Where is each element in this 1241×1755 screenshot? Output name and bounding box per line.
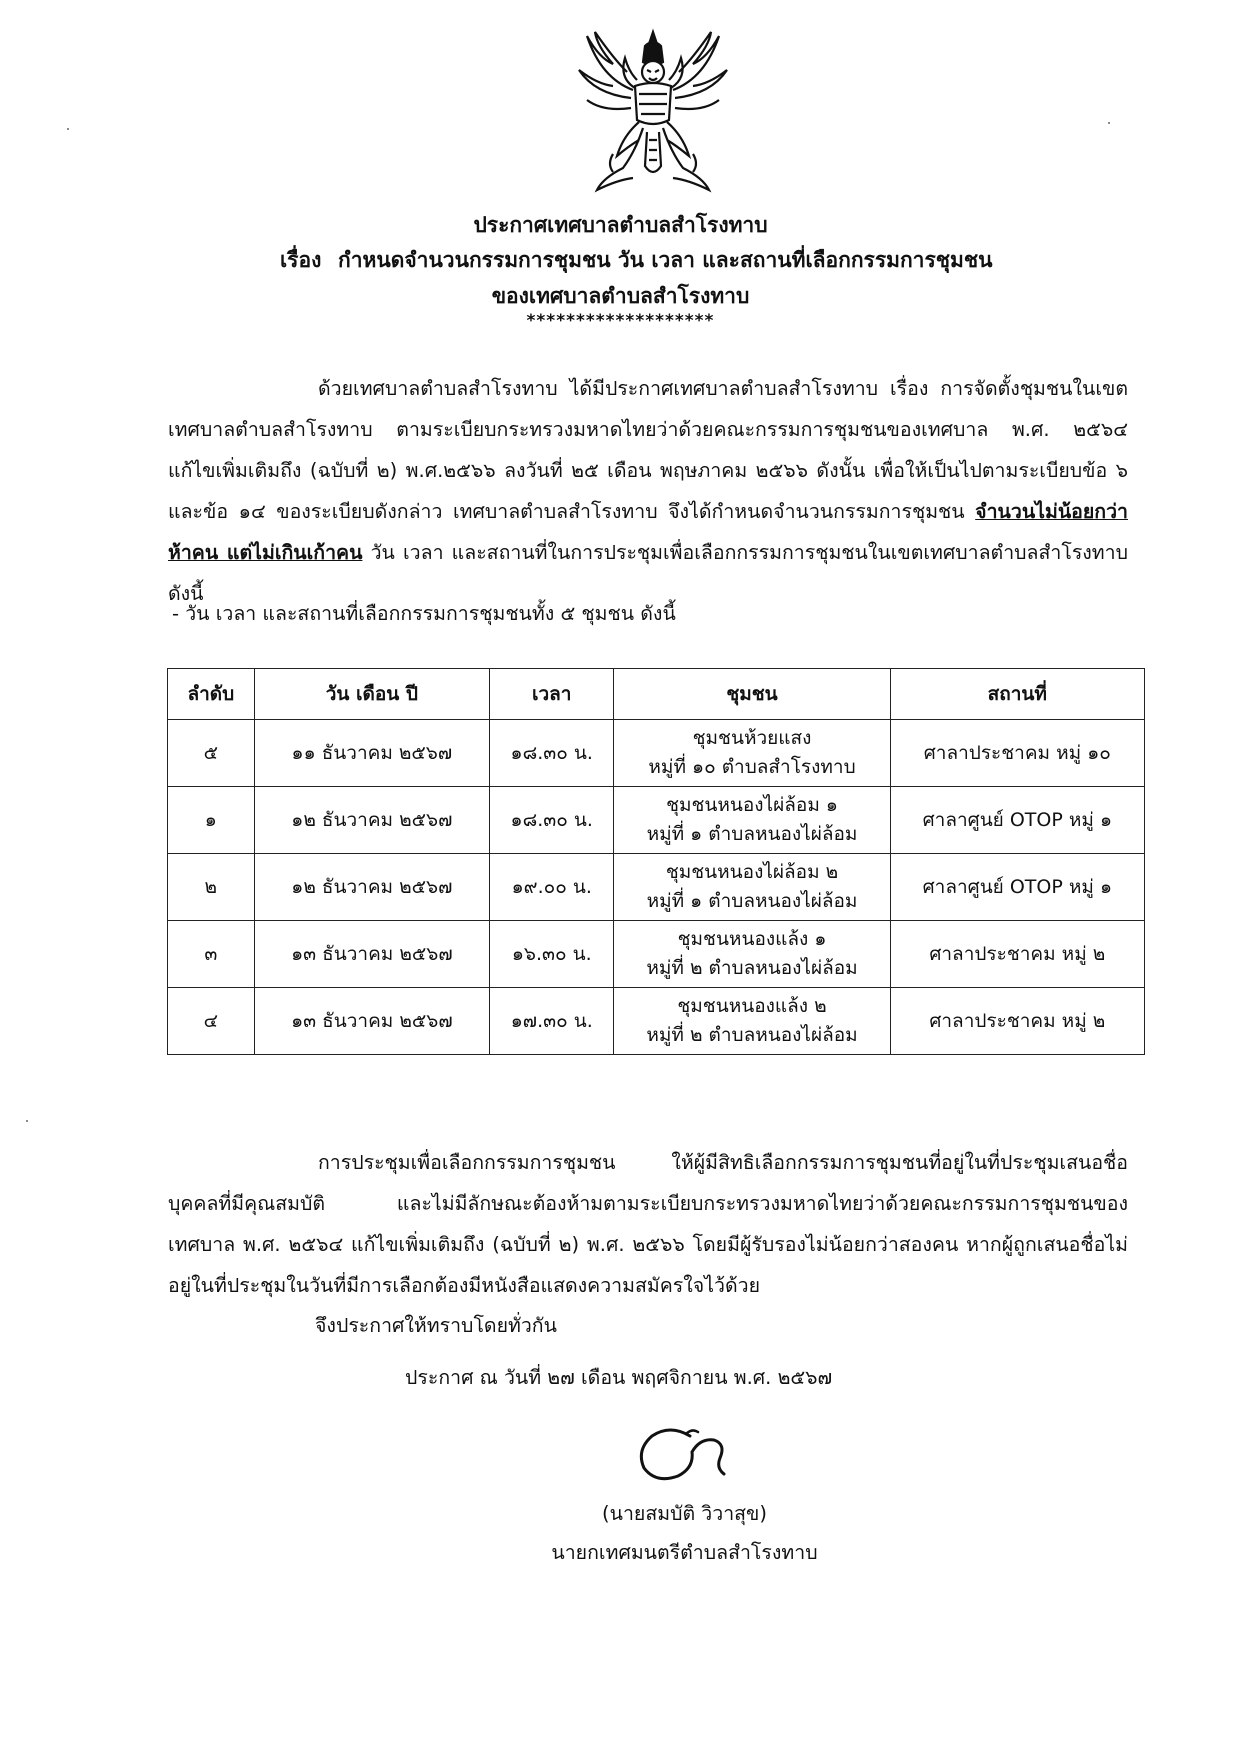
scan-speck <box>1108 122 1110 124</box>
row-community <box>614 720 890 787</box>
header-community: ชุมชน <box>614 669 890 720</box>
subject-continuation: ของเทศบาลตำบลสำโรงทาบ <box>491 284 750 308</box>
community-name: ชุมชนหนองแล้ง ๒ <box>677 995 827 1017</box>
row-order: ๔ <box>168 988 255 1055</box>
schedule-bullet: - วัน เวลา และสถานที่เลือกกรรมการชุมชนทั้ง ๕ ชุมชน ดังนี้ <box>172 602 676 625</box>
row-date: ๑๒ ธันวาคม ๒๕๖๗ <box>254 854 489 921</box>
community-name: ชุมชนห้วยแสง <box>692 727 812 749</box>
community-location: หมู่ที่ ๑ ตำบลหนองไผ่ล้อม <box>646 823 858 845</box>
signer-title: นายกเทศมนตรีตำบลสำโรงทาบ <box>551 1541 818 1564</box>
header-date: วัน เดือน ปี <box>254 669 489 720</box>
announcement-title: ประกาศเทศบาลตำบลสำโรงทาบ <box>473 213 768 237</box>
community-location: หมู่ที่ ๒ ตำบลหนองไผ่ล้อม <box>646 1024 858 1046</box>
row-time: ๑๘.๓๐ น. <box>490 787 614 854</box>
separator-stars: ******************* <box>526 311 715 331</box>
intro-underlined-text: จำนวนไม่น้อยกว่าห้าคน แต่ไม่เกินเก้าคน <box>168 500 1128 564</box>
header-time: เวลา <box>490 669 614 720</box>
row-time: ๑๘.๓๐ น. <box>490 720 614 787</box>
community-location: หมู่ที่ ๒ ตำบลหนองไผ่ล้อม <box>646 957 858 979</box>
header-place: สถานที่ <box>890 669 1144 720</box>
row-order: ๓ <box>168 921 255 988</box>
row-date: ๑๒ ธันวาคม ๒๕๖๗ <box>254 787 489 854</box>
dateline: ประกาศ ณ วันที่ ๒๗ เดือน พฤศจิกายน พ.ศ. ๒๕๖๗ <box>405 1366 833 1389</box>
meeting-text: การประชุมเพื่อเลือกกรรมการชุมชน ให้ผู้มีสิทธิเลือกกรรมการชุมชนที่อยู่ในที่ประชุมเสนอชื่อบุคคลที่มีคุณสมบัติ และไม่มีลักษณะต้องห้ามตามระเบียบกระทรวงมหาดไทยว่าด้วยคณะกรรมการชุมชนของเทศบาล พ.ศ. ๒๕๖๔ แก้ไขเพิ่มเติมถึง (ฉบับที่ ๒) พ.ศ. ๒๕๖๖ โดยมีผู้รับรองไม่น้อยกว่าสองคน หากผู้ถูกเสนอชื่อไม่อยู่ในที่ประชุมในวันที่มีการเลือกต้องมีหนังสือแสดงความสมัครใจไว้ด้วย <box>168 1151 1128 1297</box>
table-row <box>168 720 1145 787</box>
row-place: ศาลาประชาคม หมู่ ๒ <box>890 921 1144 988</box>
row-order: ๒ <box>168 854 255 921</box>
community-name: ชุมชนหนองแล้ง ๑ <box>677 928 827 950</box>
handwritten-signature <box>630 1418 740 1490</box>
row-place: ศาลาประชาคม หมู่ ๒ <box>890 988 1144 1055</box>
row-time: ๑๙.๐๐ น. <box>490 854 614 921</box>
row-community <box>614 787 890 854</box>
row-community <box>614 988 890 1055</box>
subject-label: เรื่อง <box>280 248 322 272</box>
table-row <box>168 988 1145 1055</box>
meeting-paragraph <box>168 1142 1128 1306</box>
signer-name: (นายสมบัติ วิวาสุข) <box>602 1502 767 1525</box>
announce-line: จึงประกาศให้ทราบโดยทั่วกัน <box>315 1314 557 1337</box>
row-place: ศาลาประชาคม หมู่ ๑๐ <box>890 720 1144 787</box>
community-name: ชุมชนหนองไผ่ล้อม ๑ <box>666 794 838 816</box>
subject-text: กำหนดจำนวนกรรมการชุมชน วัน เวลา และสถานที่เลือกกรรมการชุมชน <box>338 248 993 272</box>
row-date: ๑๓ ธันวาคม ๒๕๖๗ <box>254 988 489 1055</box>
community-location: หมู่ที่ ๑๐ ตำบลสำโรงทาบ <box>648 756 856 778</box>
intro-text-a: ด้วยเทศบาลตำบลสำโรงทาบ ได้มีประกาศเทศบาลตำบลสำโรงทาบ เรื่อง การจัดตั้งชุมชนในเขตเทศบาลตำบลสำโรงทาบ ตามระเบียบกระทรวงมหาดไทยว่าด้วยคณะกรรมการชุมชนของเทศบาล พ.ศ. ๒๕๖๔ แก้ไขเพิ่มเติมถึง (ฉบับที่ ๒) พ.ศ.๒๕๖๖ ลงวันที่ ๒๕ เดือน พฤษภาคม ๒๕๖๖ ดังนั้น เพื่อให้เป็นไปตามระเบียบข้อ ๖ และข้อ ๑๔ ของระเบียบดังกล่าว เทศบาลตำบลสำโรงทาบ จึงได้กำหนดจำนวนกรรมการชุมชน <box>168 377 1128 523</box>
table-row <box>168 854 1145 921</box>
header-order: ลำดับ <box>168 669 255 720</box>
row-date: ๑๓ ธันวาคม ๒๕๖๗ <box>254 921 489 988</box>
row-order: ๑ <box>168 787 255 854</box>
scan-speck <box>67 128 69 130</box>
community-name: ชุมชนหนองไผ่ล้อม ๒ <box>665 861 839 883</box>
announcement-title-block <box>0 208 1241 243</box>
row-community <box>614 921 890 988</box>
intro-paragraph <box>168 368 1128 614</box>
row-date: ๑๑ ธันวาคม ๒๕๖๗ <box>254 720 489 787</box>
row-place: ศาลาศูนย์ OTOP หมู่ ๑ <box>890 787 1144 854</box>
table-row <box>168 921 1145 988</box>
subject-line <box>280 243 992 278</box>
intro-text-b: วัน เวลา และสถานที่ในการประชุมเพื่อเลือกกรรมการชุมชนในเขตเทศบาลตำบลสำโรงทาบ ดังนี้ <box>168 541 1128 605</box>
row-time: ๑๖.๓๐ น. <box>490 921 614 988</box>
row-order: ๕ <box>168 720 255 787</box>
table-header-row <box>168 669 1145 720</box>
schedule-table <box>167 668 1145 1055</box>
row-place: ศาลาศูนย์ OTOP หมู่ ๑ <box>890 854 1144 921</box>
row-community <box>614 854 890 921</box>
garuda-emblem-icon <box>573 28 733 193</box>
table-row <box>168 787 1145 854</box>
scan-speck <box>26 1120 28 1122</box>
community-location: หมู่ที่ ๑ ตำบลหนองไผ่ล้อม <box>646 890 858 912</box>
row-time: ๑๗.๓๐ น. <box>490 988 614 1055</box>
